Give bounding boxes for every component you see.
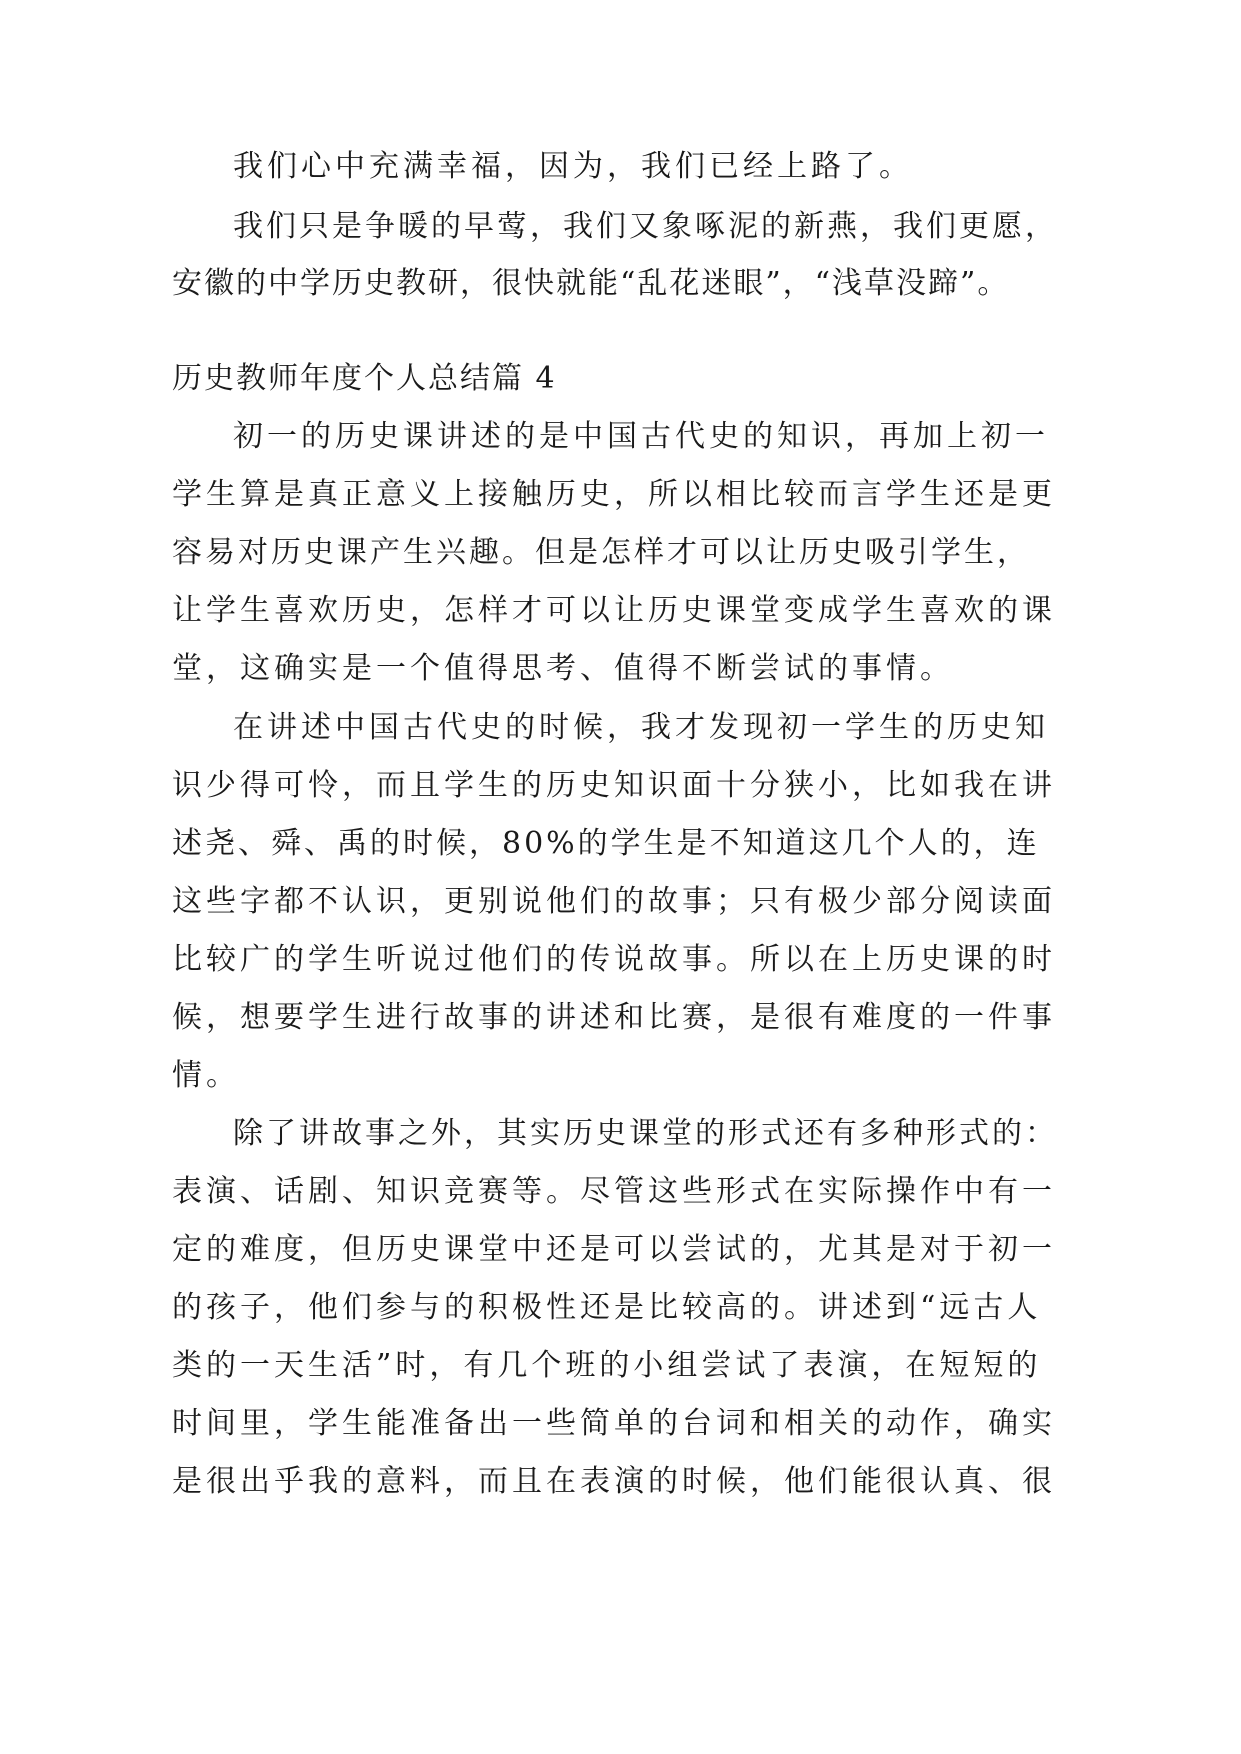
text-line: 是很出乎我的意料，而且在表演的时候，他们能很认真、很 (172, 1464, 1056, 1499)
text-line: 我们心中充满幸福，因为，我们已经上路了。 (233, 149, 913, 184)
text-line: 比较广的学生听说过他们的传说故事。所以在上历史课的时 (172, 942, 1056, 977)
text-line: 容易对历史课产生兴趣。但是怎样才可以让历史吸引学生， (172, 535, 1030, 570)
text-line: 类的一天生活”时，有几个班的小组尝试了表演，在短短的 (172, 1348, 1042, 1383)
text-line: 让学生喜欢历史，怎样才可以让历史课堂变成学生喜欢的课 (172, 593, 1056, 628)
text-line: 情。 (172, 1058, 240, 1093)
text-line: 除了讲故事之外，其实历史课堂的形式还有多种形式的： (233, 1116, 1058, 1151)
text-line: 安徽的中学历史教研，很快就能“乱花迷眼”，“浅草没蹄”。 (172, 266, 1010, 301)
text-line: 述尧、舜、禹的时候，80%的学生是不知道这几个人的，连 (172, 826, 1040, 861)
text-line: 堂，这确实是一个值得思考、值得不断尝试的事情。 (172, 651, 954, 686)
text-line: 表演、话剧、知识竞赛等。尽管这些形式在实际操作中有一 (172, 1174, 1056, 1209)
text-line: 初一的历史课讲述的是中国古代史的知识，再加上初一 (233, 419, 1049, 454)
text-line: 的孩子，他们参与的积极性还是比较高的。讲述到“远古人 (172, 1290, 1042, 1325)
text-line: 识少得可怜，而且学生的历史知识面十分狭小，比如我在讲 (172, 768, 1056, 803)
text-line: 候，想要学生进行故事的讲述和比赛，是很有难度的一件事 (172, 1000, 1056, 1035)
text-line: 我们只是争暖的早莺，我们又象啄泥的新燕，我们更愿， (233, 209, 1058, 244)
text-line: 在讲述中国古代史的时候，我才发现初一学生的历史知 (233, 710, 1049, 745)
text-line: 这些字都不认识，更别说他们的故事；只有极少部分阅读面 (172, 884, 1056, 919)
section-heading: 历史教师年度个人总结篇 4 (172, 361, 557, 396)
text-line: 学生算是真正意义上接触历史，所以相比较而言学生还是更 (172, 477, 1056, 512)
text-line: 时间里，学生能准备出一些简单的台词和相关的动作，确实 (172, 1406, 1056, 1441)
text-line: 定的难度，但历史课堂中还是可以尝试的，尤其是对于初一 (172, 1232, 1056, 1267)
